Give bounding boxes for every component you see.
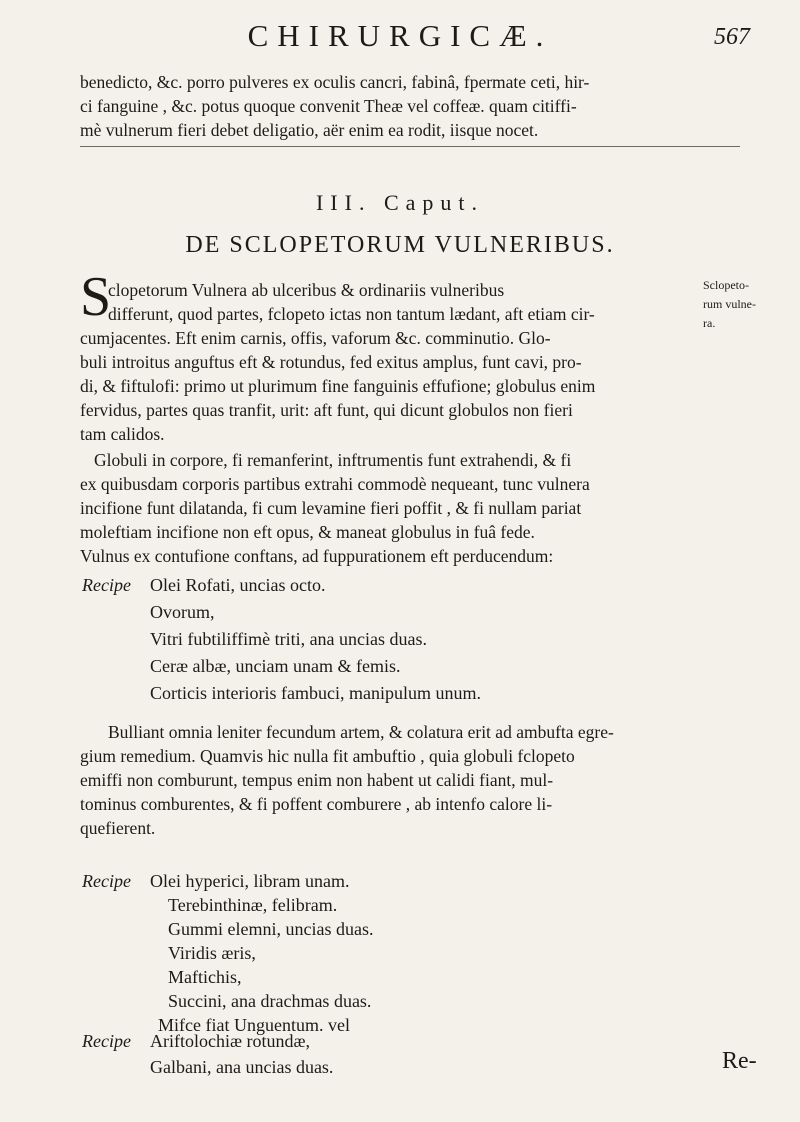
margin-note	[703, 276, 795, 333]
text-line: Globuli in corpore, fi remanferint, inftrumentis funt extrahendi, & fi	[94, 450, 572, 470]
recipe-line: Ovorum,	[150, 602, 215, 622]
paragraph-1	[80, 278, 695, 446]
recipe-line: Ceræ albæ, unciam unam & femis.	[150, 656, 401, 676]
recipe-line: Mifce fiat Unguentum. vel	[158, 1015, 350, 1035]
text-line: cumjacentes. Eft enim carnis, offis, vaforum &c. comminutio. Glo-	[80, 328, 551, 348]
recipe-line: Gummi elemni, uncias duas.	[168, 919, 374, 939]
text-line: gium remedium. Quamvis hic nulla fit ambuftio , quia globuli fclopeto	[80, 746, 575, 766]
margin-note-line: ra.	[703, 316, 716, 330]
text-line: clopetorum Vulnera ab ulceribus & ordinariis vulneribus	[108, 280, 505, 300]
recipe-line: Galbani, ana uncias duas.	[150, 1057, 334, 1077]
recipe-label: Recipe	[82, 871, 131, 891]
recipe-line: Corticis interioris fambuci, manipulum unum.	[150, 683, 481, 703]
text-line: di, & fiftulofi: primo ut plurimum fine fanguinis effufione; globulus enim	[80, 376, 596, 396]
text-line: Bulliant omnia leniter fecundum artem, & colatura erit ad ambufta egre-	[108, 722, 614, 742]
recipe-line: Ariftolochiæ rotundæ,	[150, 1031, 310, 1051]
chapter-title: DE SCLOPETORUM VULNERIBUS.	[185, 232, 615, 258]
text-line: quefierent.	[80, 818, 156, 838]
text-line: ci fanguine , &c. potus quoque convenit Theæ vel coffeæ. quam citiffi-	[80, 96, 577, 116]
text-line: tam calidos.	[80, 424, 165, 444]
margin-note-line: rum vulne-	[703, 297, 756, 311]
recipe-line: Terebinthinæ, felibram.	[168, 895, 338, 915]
text-line: tominus comburentes, & fi poffent comburere , ab intenfo calore li-	[80, 794, 553, 814]
recipe-label: Recipe	[82, 575, 131, 595]
text-line: ex quibusdam corporis partibus extrahi commodè nequeant, tunc vulnera	[80, 474, 590, 494]
recipe-label: Recipe	[82, 1031, 131, 1051]
text-line: moleftiam incifione non eft opus, & maneat globulus in fuâ fede.	[80, 522, 535, 542]
text-line: fervidus, partes quas tranfit, urit: aft funt, qui dicunt globulos non fieri	[80, 400, 573, 420]
text-line: mè vulnerum fieri debet deligatio, aër enim ea rodit, iisque nocet.	[80, 120, 539, 140]
page-number: 567	[714, 24, 750, 50]
recipe-line: Olei Rofati, uncias octo.	[150, 575, 326, 595]
text-line: differunt, quod partes, fclopeto ictas non tantum lædant, aft etiam cir-	[108, 304, 595, 324]
text-line: incifione funt dilatanda, fi cum levamine fieri poffit , & fi nullam pariat	[80, 498, 582, 518]
paragraph-3	[80, 720, 695, 840]
text-line: emiffi non comburunt, tempus enim non habent ut calidi fiant, mul-	[80, 770, 554, 790]
text-line: benedicto, &c. porro pulveres ex oculis cancri, fabinâ, fpermate ceti, hir-	[80, 72, 590, 92]
running-head: CHIRURGICÆ.	[247, 18, 553, 53]
recipe-line: Vitri fubtiliffimè triti, ana uncias duas.	[150, 629, 428, 649]
recipe-line: Viridis æris,	[168, 943, 256, 963]
paragraph-2	[80, 448, 695, 568]
recipe-line: Olei hyperici, libram unam.	[150, 871, 350, 891]
catchword: Re-	[722, 1048, 757, 1074]
recipe-line: Succini, ana drachmas duas.	[168, 991, 372, 1011]
text-line: buli introitus anguftus eft & rotundus, fed exitus amplus, funt cavi, pro-	[80, 352, 582, 372]
margin-note-line: Sclopeto-	[703, 278, 749, 292]
chapter-number: III. Caput.	[315, 190, 485, 215]
recipe-line: Maftichis,	[168, 967, 242, 987]
top-paragraph	[80, 70, 740, 142]
page-header	[150, 18, 750, 62]
section-divider	[80, 146, 740, 147]
text-line: Vulnus ex contufione conftans, ad fuppurationem eft perducendum:	[80, 546, 554, 566]
drop-cap: S	[80, 266, 112, 328]
